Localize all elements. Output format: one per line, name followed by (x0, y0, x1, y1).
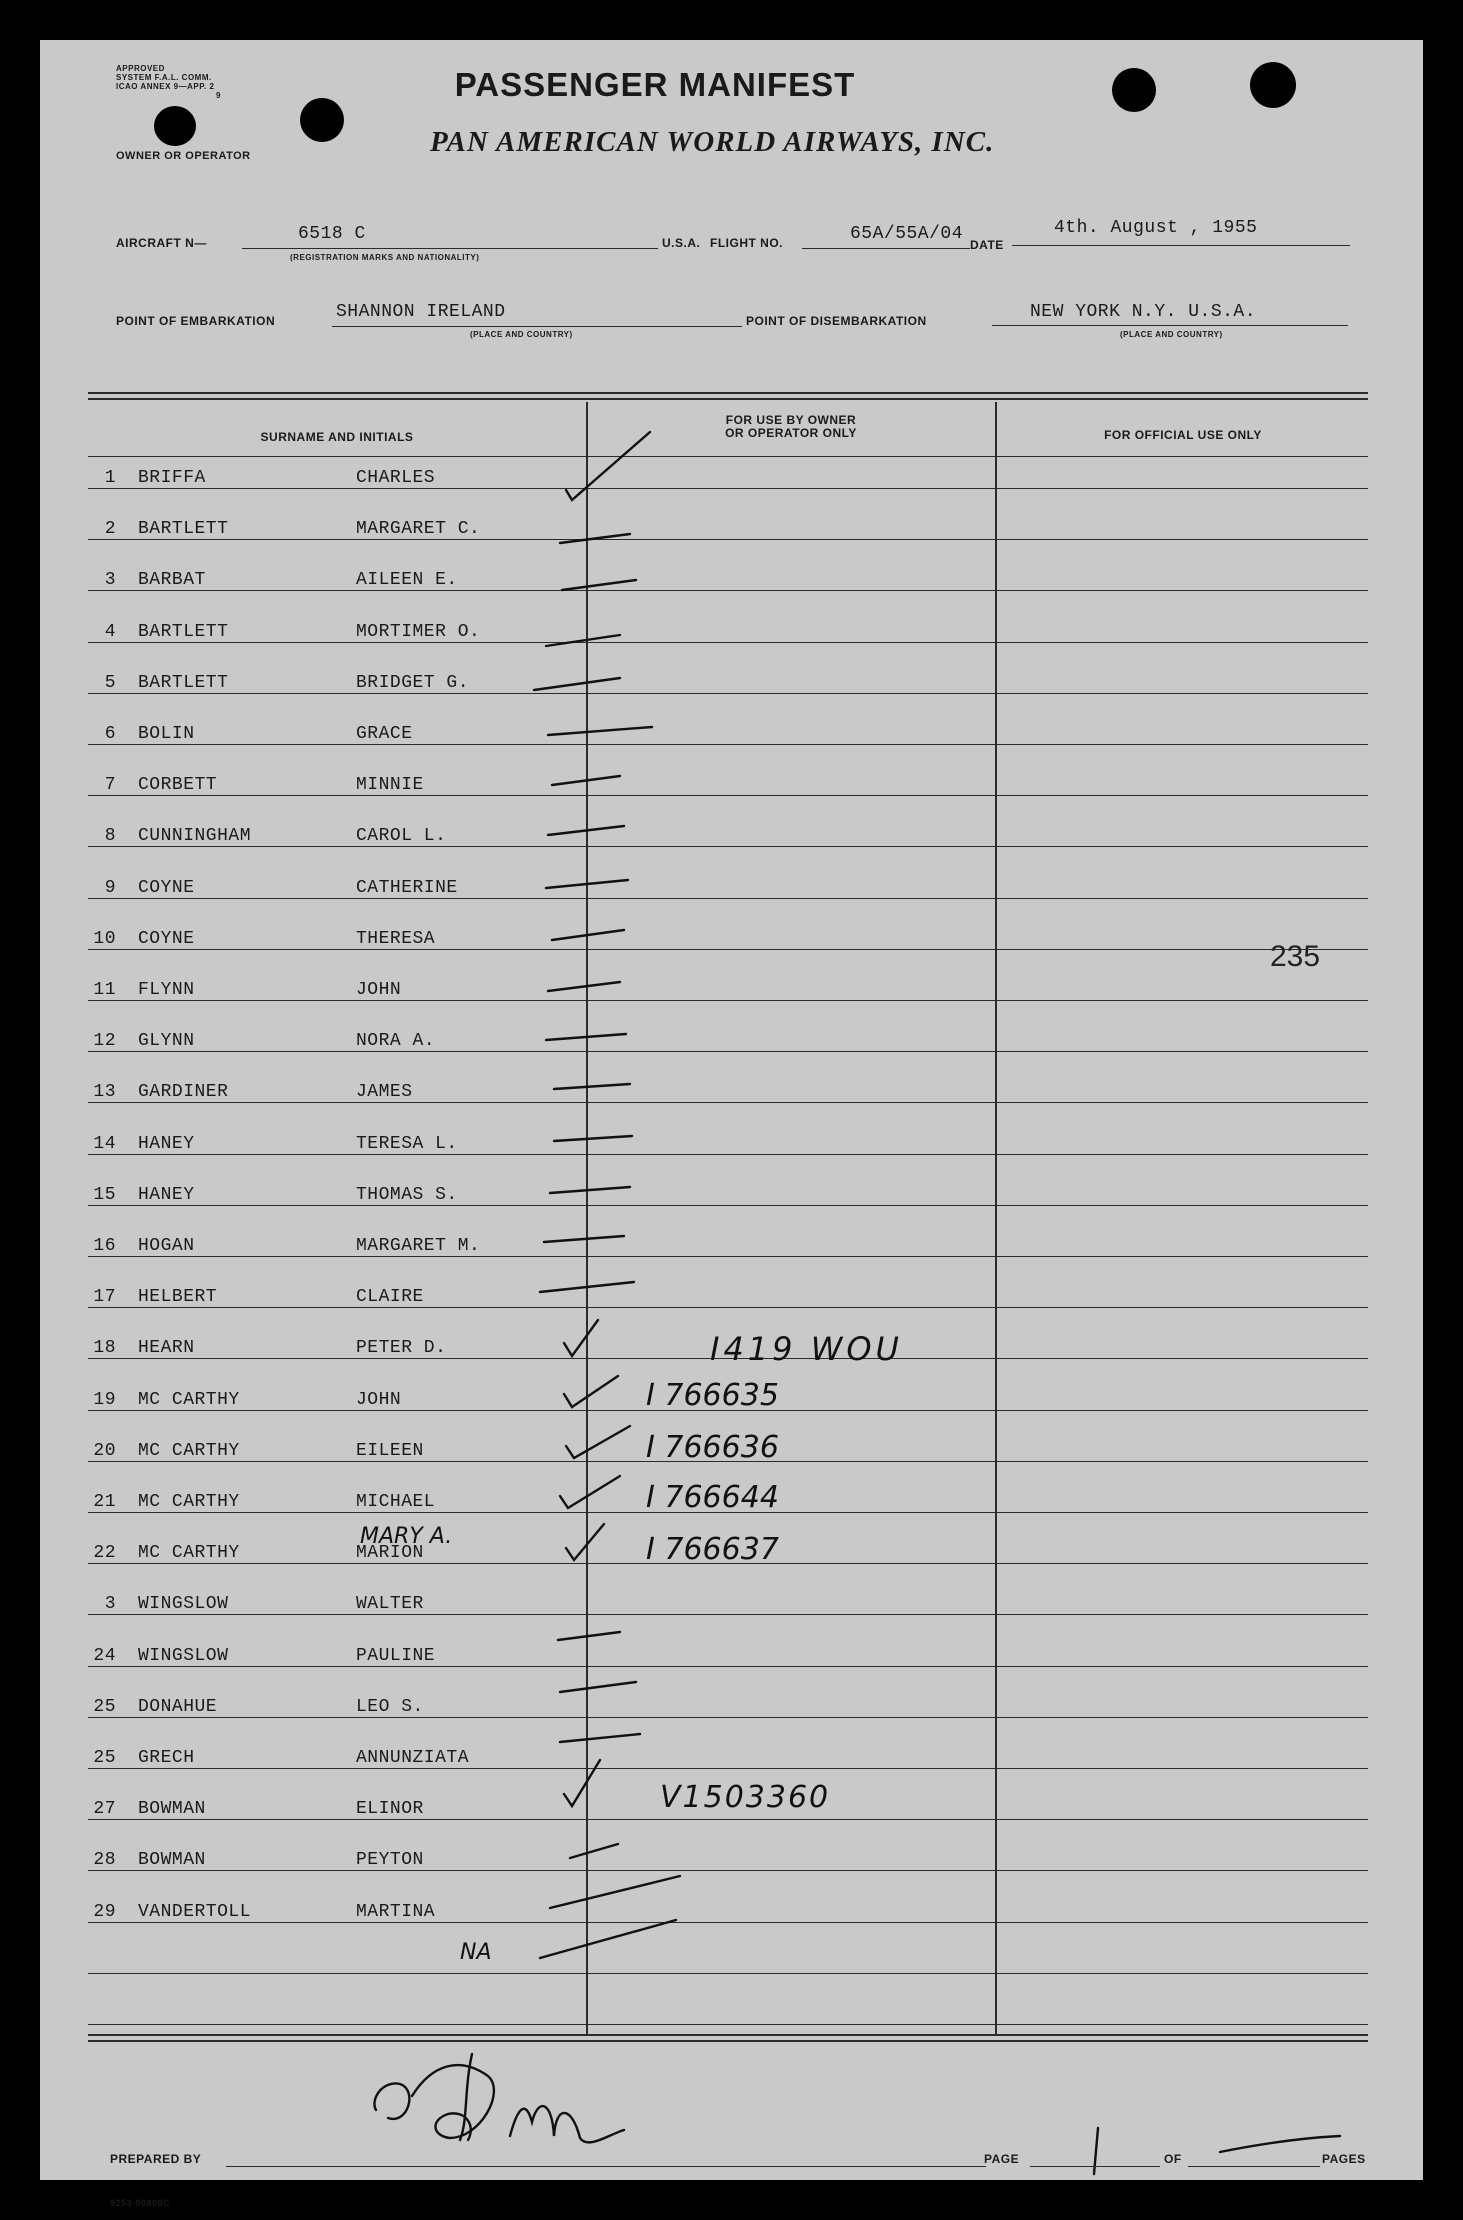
passenger-given-name: CAROL L. (356, 826, 447, 846)
tally-mark (534, 678, 620, 690)
check-mark (560, 1476, 620, 1508)
passenger-surname: HELBERT (138, 1287, 218, 1307)
signature-stroke (412, 2065, 494, 2140)
date-label: DATE (970, 238, 1004, 252)
tally-mark (570, 1844, 618, 1858)
passenger-number: 4 (104, 622, 116, 642)
passenger-given-name: CHARLES (356, 468, 436, 488)
aircraft-number: 6518 C (298, 224, 366, 244)
check-mark (566, 1524, 604, 1560)
aircraft-caption: (REGISTRATION MARKS AND NATIONALITY) (290, 253, 480, 262)
passenger-surname: GARDINER (138, 1082, 229, 1102)
tally-mark (546, 880, 628, 888)
field-underline (1030, 2166, 1160, 2167)
field-underline (1188, 2166, 1320, 2167)
embarkation-caption: (PLACE AND COUNTRY) (470, 330, 573, 339)
passenger-surname: BOWMAN (138, 1799, 206, 1819)
passenger-number: 3 (104, 570, 116, 590)
tally-mark (550, 1187, 630, 1193)
manifest-sheet (40, 40, 1423, 2208)
aircraft-label: AIRCRAFT N— (116, 236, 207, 250)
passenger-surname: BARTLETT (138, 622, 229, 642)
passenger-given-name: CLAIRE (356, 1287, 424, 1307)
column-header-owner-line: FOR USE BY OWNER (725, 413, 857, 427)
tally-mark (552, 776, 620, 785)
column-header-owner-line: OR OPERATOR ONLY (725, 426, 857, 440)
tally-mark (540, 1282, 634, 1292)
passenger-given-name: AILEEN E. (356, 570, 458, 590)
form-approval-line: ICAO ANNEX 9—APP. 2 (116, 82, 215, 91)
tally-mark (552, 930, 624, 940)
passenger-given-name: CATHERINE (356, 878, 458, 898)
passenger-number: 6 (104, 724, 116, 744)
tally-mark (548, 727, 652, 735)
passenger-surname: MC CARTHY (138, 1441, 240, 1461)
passenger-number: 13 (93, 1082, 116, 1102)
passenger-given-name: ANNUNZIATA (356, 1748, 470, 1768)
passenger-surname: HOGAN (138, 1236, 195, 1256)
check-mark (566, 1426, 630, 1458)
passenger-surname: CORBETT (138, 775, 218, 795)
page-label: PAGE (984, 2152, 1020, 2166)
of-label: OF (1164, 2152, 1182, 2166)
passenger-given-name: LEO S. (356, 1697, 424, 1717)
official-note-row-10: 235 (1270, 940, 1321, 973)
field-underline (226, 2166, 986, 2167)
handwritten-note-row-20: I 766636 (646, 1430, 779, 1465)
passenger-surname: HANEY (138, 1185, 195, 1205)
passenger-number: 21 (93, 1492, 116, 1512)
passenger-number: 18 (93, 1338, 116, 1358)
tally-mark (548, 982, 620, 991)
airline-name: PAN AMERICAN WORLD AIRWAYS, INC. (430, 126, 995, 158)
passenger-number: 29 (93, 1902, 116, 1922)
signature-stroke (374, 2083, 409, 2118)
prepared-by-label: PREPARED BY (110, 2152, 202, 2166)
passenger-given-name: ELINOR (356, 1799, 424, 1819)
passenger-number: 12 (93, 1031, 116, 1051)
tally-mark (544, 1236, 624, 1242)
handwritten-note-row-18: I419 WOU (710, 1330, 903, 1368)
passenger-number: 22 (93, 1543, 116, 1563)
signature-stroke (510, 2106, 624, 2142)
passenger-number: 3 (104, 1594, 116, 1614)
passenger-given-name: JOHN (356, 1390, 402, 1410)
passenger-given-name: PETER D. (356, 1338, 447, 1358)
country-label: U.S.A. (662, 236, 701, 250)
table-bottom-rule (88, 2034, 1368, 2036)
embarkation-value: SHANNON IRELAND (336, 302, 506, 322)
column-header-names: SURNAME AND INITIALS (260, 430, 414, 444)
passenger-number: 8 (104, 826, 116, 846)
passenger-number: 5 (104, 673, 116, 693)
passenger-given-name: WALTER (356, 1594, 424, 1614)
passenger-number: 2 (104, 519, 116, 539)
passenger-number: 1 (104, 468, 116, 488)
handwritten-name-fix: NA (460, 1940, 492, 1965)
passenger-number: 28 (93, 1850, 116, 1870)
passenger-number: 19 (93, 1390, 116, 1410)
passenger-surname: BARTLETT (138, 519, 229, 539)
passenger-given-name: MORTIMER O. (356, 622, 481, 642)
passenger-surname: VANDERTOLL (138, 1902, 252, 1922)
tally-mark (560, 1734, 640, 1742)
embarkation-label: POINT OF EMBARKATION (116, 314, 276, 328)
flight-label: FLIGHT NO. (710, 236, 783, 250)
form-approval-line: SYSTEM F.A.L. COMM. (116, 73, 212, 82)
tally-mark (550, 1876, 680, 1908)
form-approval-line: 9 (216, 91, 221, 100)
date-value: 4th. August , 1955 (1054, 218, 1258, 238)
check-mark (564, 1760, 600, 1806)
page-number-stroke (1094, 2128, 1098, 2174)
passenger-surname: GLYNN (138, 1031, 195, 1051)
passenger-surname: CUNNINGHAM (138, 826, 252, 846)
passenger-given-name: MARGARET M. (356, 1236, 481, 1256)
passenger-given-name: MICHAEL (356, 1492, 436, 1512)
passenger-surname: HEARN (138, 1338, 195, 1358)
passenger-surname: COYNE (138, 929, 195, 949)
pages-label: PAGES (1322, 2152, 1366, 2166)
passenger-given-name: PEYTON (356, 1850, 424, 1870)
check-mark (564, 1376, 618, 1407)
passenger-surname: BOLIN (138, 724, 195, 744)
passenger-number: 14 (93, 1134, 116, 1154)
passenger-given-name: JAMES (356, 1082, 413, 1102)
passenger-number: 10 (93, 929, 116, 949)
passenger-surname: GRECH (138, 1748, 195, 1768)
passenger-number: 25 (93, 1748, 116, 1768)
passenger-number: 25 (93, 1697, 116, 1717)
passenger-given-name: THERESA (356, 929, 436, 949)
passenger-given-name: THOMAS S. (356, 1185, 458, 1205)
tally-mark (560, 1682, 636, 1692)
page-title: PASSENGER MANIFEST (454, 66, 856, 103)
check-mark (566, 432, 650, 500)
passenger-number: 11 (93, 980, 116, 1000)
passenger-given-name: TERESA L. (356, 1134, 458, 1154)
tally-mark (546, 1034, 626, 1040)
table-bottom-rule (88, 2040, 1368, 2042)
passenger-surname: COYNE (138, 878, 195, 898)
owner-operator-label: OWNER OR OPERATOR (116, 150, 251, 162)
passenger-surname: MC CARTHY (138, 1492, 240, 1512)
flight-number: 65A/55A/04 (850, 224, 964, 244)
passenger-surname: MC CARTHY (138, 1390, 240, 1410)
column-header-official: FOR OFFICIAL USE ONLY (1104, 428, 1262, 442)
tally-mark (560, 534, 630, 543)
passenger-surname: BOWMAN (138, 1850, 206, 1870)
check-mark (564, 1320, 598, 1356)
passenger-surname: BARBAT (138, 570, 206, 590)
handwritten-note-row-26: V1503360 (660, 1780, 831, 1815)
passenger-number: 27 (93, 1799, 116, 1819)
passenger-given-name: JOHN (356, 980, 402, 1000)
passenger-given-name: BRIDGET G. (356, 673, 470, 693)
passenger-given-name: GRACE (356, 724, 413, 744)
tally-mark (562, 580, 636, 590)
handwritten-note-row-19: I 766635 (646, 1378, 779, 1413)
passenger-surname: WINGSLOW (138, 1594, 229, 1614)
passenger-surname: MC CARTHY (138, 1543, 240, 1563)
passenger-number: 16 (93, 1236, 116, 1256)
tally-mark (554, 1084, 630, 1089)
disembarkation-label: POINT OF DISEMBARKATION (746, 314, 927, 328)
tally-mark (546, 635, 620, 646)
tally-mark (554, 1136, 632, 1141)
form-number: 9253-00808C (110, 2198, 171, 2208)
tally-mark (558, 1632, 620, 1640)
handwritten-note-row-21: I 766644 (646, 1480, 779, 1515)
passenger-surname: WINGSLOW (138, 1646, 229, 1666)
page-total-dash (1220, 2136, 1340, 2152)
handwritten-note-row-22: I 766637 (646, 1532, 779, 1567)
passenger-surname: HANEY (138, 1134, 195, 1154)
passenger-given-name: MINNIE (356, 775, 424, 795)
passenger-surname: BRIFFA (138, 468, 206, 488)
passenger-number: 9 (104, 878, 116, 898)
passenger-number: 17 (93, 1287, 116, 1307)
passenger-surname: FLYNN (138, 980, 195, 1000)
passenger-given-name: MARGARET C. (356, 519, 481, 539)
tally-mark (548, 826, 624, 835)
passenger-given-name: MARTINA (356, 1902, 436, 1922)
passenger-number: 15 (93, 1185, 116, 1205)
passenger-surname: DONAHUE (138, 1697, 218, 1717)
disembarkation-caption: (PLACE AND COUNTRY) (1120, 330, 1223, 339)
passenger-number: 24 (93, 1646, 116, 1666)
form-approval-line: APPROVED (116, 64, 165, 73)
handwritten-given-name-correction: MARY A. (360, 1524, 453, 1549)
handwriting-layer (40, 40, 1423, 2180)
tally-mark (540, 1920, 676, 1958)
passenger-number: 7 (104, 775, 116, 795)
passenger-given-name: EILEEN (356, 1441, 424, 1461)
passenger-given-name: PAULINE (356, 1646, 436, 1666)
passenger-given-name: MARION (356, 1543, 424, 1563)
passenger-number: 20 (93, 1441, 116, 1461)
passenger-surname: BARTLETT (138, 673, 229, 693)
disembarkation-value: NEW YORK N.Y. U.S.A. (1030, 302, 1257, 322)
passenger-given-name: NORA A. (356, 1031, 436, 1051)
